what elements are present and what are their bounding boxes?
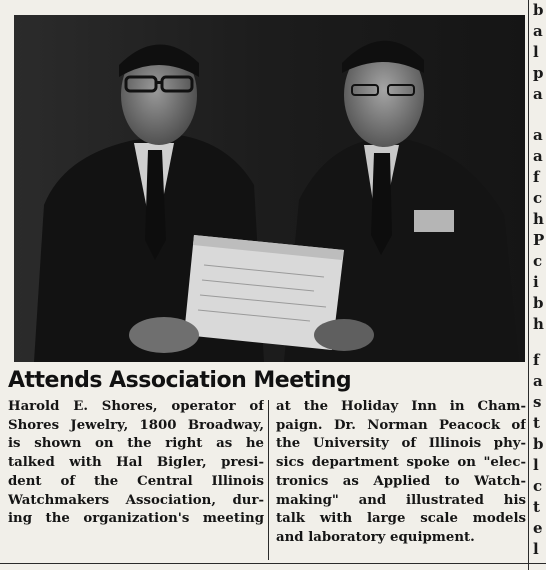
column-divider [268, 400, 269, 560]
column-1-line: dent of the Central Illinois [8, 473, 264, 489]
column-2-line: making" and illustrated his [276, 492, 526, 508]
column-1-line: talked with Hal Bigler, presi- [8, 455, 264, 471]
column-1-line: Watchmakers Association, dur- [8, 492, 264, 508]
column-1-line: Shores Jewelry, 1800 Broadway, [8, 417, 264, 433]
column-2-line: sics department spoke on "elec- [276, 455, 526, 471]
column-1-line: ing the organization's meeting [8, 511, 264, 527]
column-1-line: Harold E. Shores, operator of [8, 399, 264, 414]
adjacent-column-fragment: b a l p a [533, 1, 544, 103]
page-column-rule [528, 0, 529, 570]
article-column-1 [8, 398, 264, 529]
column-2-line: the University of Illinois phy- [276, 436, 526, 452]
headline: Attends Association Meeting [8, 368, 352, 393]
column-2-line: at the Holiday Inn in Cham- [276, 399, 526, 414]
column-2-line: and laboratory equipment. [276, 529, 475, 545]
adjacent-column-fragment: a a f c h P c i b h [533, 126, 545, 333]
column-2-line: tronics as Applied to Watch- [276, 473, 526, 489]
column-2-line: talk with large scale models [276, 511, 526, 527]
news-photo [14, 15, 525, 362]
column-1-line: is shown on the right as he [8, 436, 264, 452]
article-column-2 [276, 398, 526, 548]
column-2-line: paign. Dr. Norman Peacock of [276, 417, 526, 433]
bottom-rule [0, 563, 546, 564]
adjacent-column-fragment: f a s t b l c t e l [533, 351, 544, 558]
